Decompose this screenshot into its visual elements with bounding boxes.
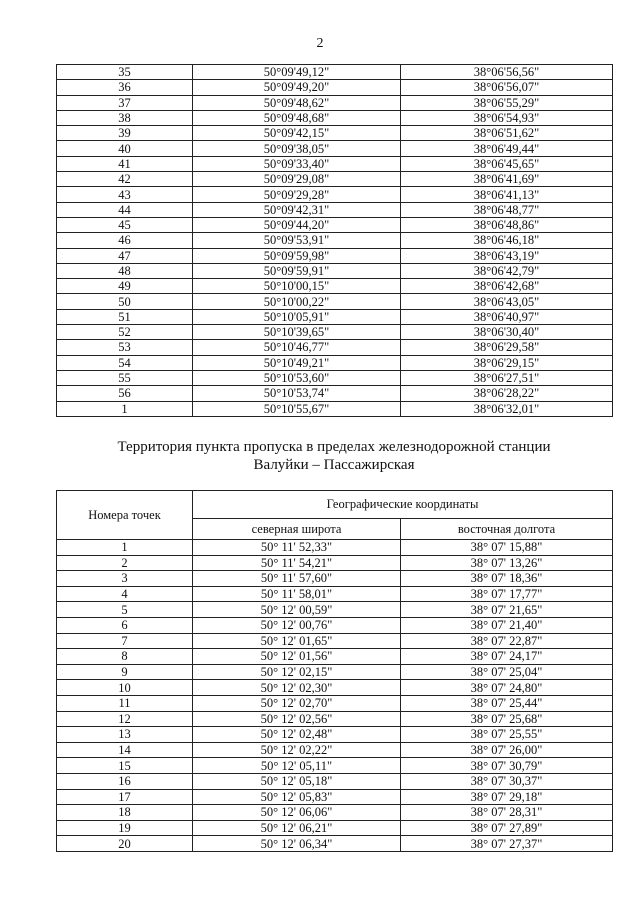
- latitude-cell: 50° 12' 02,70": [193, 695, 401, 711]
- point-number-cell: 40: [57, 141, 193, 156]
- point-number-cell: 17: [57, 789, 193, 805]
- longitude-cell: 38°06'28,22": [401, 386, 613, 401]
- table-row: [57, 789, 613, 805]
- point-number-cell: 36: [57, 80, 193, 95]
- point-number-cell: 15: [57, 758, 193, 774]
- longitude-cell: 38°06'29,15": [401, 355, 613, 370]
- latitude-cell: 50°09'59,91": [193, 263, 401, 278]
- longitude-cell: 38° 07' 27,89": [401, 820, 613, 836]
- latitude-cell: 50°09'48,62": [193, 95, 401, 110]
- point-number-cell: 53: [57, 340, 193, 355]
- latitude-cell: 50°09'44,20": [193, 217, 401, 232]
- table-row: [57, 309, 613, 324]
- latitude-cell: 50° 12' 02,48": [193, 727, 401, 743]
- longitude-cell: 38°06'56,56": [401, 65, 613, 80]
- latitude-cell: 50° 12' 06,21": [193, 820, 401, 836]
- point-number-cell: 1: [57, 401, 193, 416]
- latitude-cell: 50° 11' 57,60": [193, 571, 401, 587]
- point-number-cell: 43: [57, 187, 193, 202]
- table-row: [57, 555, 613, 571]
- latitude-cell: 50° 12' 05,18": [193, 773, 401, 789]
- latitude-cell: 50° 12' 02,30": [193, 680, 401, 696]
- latitude-cell: 50°10'55,67": [193, 401, 401, 416]
- latitude-cell: 50° 12' 00,59": [193, 602, 401, 618]
- point-number-cell: 37: [57, 95, 193, 110]
- table-row: [57, 540, 613, 556]
- point-number-cell: 13: [57, 727, 193, 743]
- latitude-cell: 50°10'49,21": [193, 355, 401, 370]
- latitude-cell: 50°10'53,60": [193, 370, 401, 385]
- point-number-cell: 10: [57, 680, 193, 696]
- longitude-cell: 38°06'48,77": [401, 202, 613, 217]
- table-row: [57, 401, 613, 416]
- header-east: восточная долгота: [401, 518, 613, 539]
- header-north: северная широта: [193, 518, 401, 539]
- latitude-cell: 50°09'48,68": [193, 110, 401, 125]
- point-number-cell: 16: [57, 773, 193, 789]
- table-row: [57, 664, 613, 680]
- table-row: [57, 325, 613, 340]
- table-row: [57, 248, 613, 263]
- header-points: Номера точек: [57, 491, 193, 540]
- table-row: [57, 80, 613, 95]
- latitude-cell: 50°09'42,31": [193, 202, 401, 217]
- longitude-cell: 38° 07' 29,18": [401, 789, 613, 805]
- section-caption: [56, 438, 612, 474]
- longitude-cell: 38°06'32,01": [401, 401, 613, 416]
- table-row: [57, 95, 613, 110]
- point-number-cell: 9: [57, 664, 193, 680]
- table-row: [57, 65, 613, 80]
- latitude-cell: 50°09'42,15": [193, 126, 401, 141]
- longitude-cell: 38°06'41,13": [401, 187, 613, 202]
- point-number-cell: 35: [57, 65, 193, 80]
- latitude-cell: 50°09'38,05": [193, 141, 401, 156]
- table-row: [57, 141, 613, 156]
- latitude-cell: 50°09'59,98": [193, 248, 401, 263]
- table-row: [57, 370, 613, 385]
- table-row: [57, 820, 613, 836]
- longitude-cell: 38° 07' 21,65": [401, 602, 613, 618]
- latitude-cell: 50°09'49,12": [193, 65, 401, 80]
- table-row: [57, 110, 613, 125]
- longitude-cell: 38° 07' 15,88": [401, 540, 613, 556]
- longitude-cell: 38°06'46,18": [401, 233, 613, 248]
- point-number-cell: 3: [57, 571, 193, 587]
- longitude-cell: 38°06'51,62": [401, 126, 613, 141]
- longitude-cell: 38° 07' 25,55": [401, 727, 613, 743]
- longitude-cell: 38°06'45,65": [401, 156, 613, 171]
- longitude-cell: 38°06'40,97": [401, 309, 613, 324]
- longitude-cell: 38°06'41,69": [401, 172, 613, 187]
- latitude-cell: 50°09'33,40": [193, 156, 401, 171]
- latitude-cell: 50°09'29,08": [193, 172, 401, 187]
- longitude-cell: 38°06'54,93": [401, 110, 613, 125]
- point-number-cell: 7: [57, 633, 193, 649]
- table-row: [57, 649, 613, 665]
- table-row: [57, 172, 613, 187]
- latitude-cell: 50°10'00,22": [193, 294, 401, 309]
- latitude-cell: 50° 11' 54,21": [193, 555, 401, 571]
- longitude-cell: 38°06'48,86": [401, 217, 613, 232]
- table-row: [57, 602, 613, 618]
- point-number-cell: 20: [57, 836, 193, 852]
- latitude-cell: 50° 12' 02,56": [193, 711, 401, 727]
- table-row: [57, 773, 613, 789]
- point-number-cell: 14: [57, 742, 193, 758]
- longitude-cell: 38° 07' 25,04": [401, 664, 613, 680]
- point-number-cell: 8: [57, 649, 193, 665]
- point-number-cell: 38: [57, 110, 193, 125]
- point-number-cell: 42: [57, 172, 193, 187]
- latitude-cell: 50°09'29,28": [193, 187, 401, 202]
- point-number-cell: 11: [57, 695, 193, 711]
- longitude-cell: 38° 07' 13,26": [401, 555, 613, 571]
- latitude-cell: 50°10'53,74": [193, 386, 401, 401]
- point-number-cell: 54: [57, 355, 193, 370]
- latitude-cell: 50° 12' 02,15": [193, 664, 401, 680]
- longitude-cell: 38°06'56,07": [401, 80, 613, 95]
- table-row: [57, 571, 613, 587]
- longitude-cell: 38°06'43,19": [401, 248, 613, 263]
- latitude-cell: 50° 11' 58,01": [193, 586, 401, 602]
- table-row: [57, 711, 613, 727]
- point-number-cell: 52: [57, 325, 193, 340]
- point-number-cell: 49: [57, 279, 193, 294]
- point-number-cell: 47: [57, 248, 193, 263]
- table-row: [57, 680, 613, 696]
- longitude-cell: 38° 07' 17,77": [401, 586, 613, 602]
- point-number-cell: 6: [57, 617, 193, 633]
- longitude-cell: 38° 07' 22,87": [401, 633, 613, 649]
- point-number-cell: 1: [57, 540, 193, 556]
- table-row: [57, 633, 613, 649]
- longitude-cell: 38° 07' 21,40": [401, 617, 613, 633]
- point-number-cell: 44: [57, 202, 193, 217]
- header-geo: Географические координаты: [193, 491, 613, 519]
- longitude-cell: 38°06'42,68": [401, 279, 613, 294]
- longitude-cell: 38°06'43,05": [401, 294, 613, 309]
- latitude-cell: 50° 12' 06,06": [193, 805, 401, 821]
- point-number-cell: 50: [57, 294, 193, 309]
- longitude-cell: 38° 07' 18,36": [401, 571, 613, 587]
- point-number-cell: 55: [57, 370, 193, 385]
- table-row: [57, 187, 613, 202]
- table-row: [57, 758, 613, 774]
- longitude-cell: 38° 07' 30,37": [401, 773, 613, 789]
- latitude-cell: 50°10'46,77": [193, 340, 401, 355]
- table-row: [57, 294, 613, 309]
- point-number-cell: 2: [57, 555, 193, 571]
- table-row: [57, 617, 613, 633]
- latitude-cell: 50° 11' 52,33": [193, 540, 401, 556]
- longitude-cell: 38°06'49,44": [401, 141, 613, 156]
- longitude-cell: 38° 07' 24,17": [401, 649, 613, 665]
- point-number-cell: 56: [57, 386, 193, 401]
- table-row: [57, 386, 613, 401]
- latitude-cell: 50°10'05,91": [193, 309, 401, 324]
- latitude-cell: 50°10'00,15": [193, 279, 401, 294]
- page-number: 2: [316, 36, 324, 51]
- table-row: [57, 233, 613, 248]
- table-row: [57, 586, 613, 602]
- coordinates-table-continued: [56, 64, 613, 417]
- point-number-cell: 41: [57, 156, 193, 171]
- longitude-cell: 38° 07' 25,68": [401, 711, 613, 727]
- point-number-cell: 51: [57, 309, 193, 324]
- point-number-cell: 18: [57, 805, 193, 821]
- table-row: [57, 836, 613, 852]
- table-row: [57, 727, 613, 743]
- point-number-cell: 19: [57, 820, 193, 836]
- caption-line-2: Валуйки – Пассажирская: [253, 457, 415, 473]
- longitude-cell: 38°06'42,79": [401, 263, 613, 278]
- point-number-cell: 48: [57, 263, 193, 278]
- table-row: [57, 340, 613, 355]
- longitude-cell: 38° 07' 25,44": [401, 695, 613, 711]
- longitude-cell: 38°06'27,51": [401, 370, 613, 385]
- latitude-cell: 50° 12' 05,11": [193, 758, 401, 774]
- longitude-cell: 38°06'29,58": [401, 340, 613, 355]
- point-number-cell: 5: [57, 602, 193, 618]
- table-row: [57, 805, 613, 821]
- table-row: [57, 279, 613, 294]
- latitude-cell: 50° 12' 01,56": [193, 649, 401, 665]
- point-number-cell: 45: [57, 217, 193, 232]
- station-coordinates-table: [56, 490, 613, 852]
- latitude-cell: 50° 12' 05,83": [193, 789, 401, 805]
- latitude-cell: 50° 12' 00,76": [193, 617, 401, 633]
- point-number-cell: 39: [57, 126, 193, 141]
- longitude-cell: 38° 07' 26,00": [401, 742, 613, 758]
- latitude-cell: 50° 12' 01,65": [193, 633, 401, 649]
- header-row-1: [57, 491, 613, 519]
- table-row: [57, 695, 613, 711]
- longitude-cell: 38° 07' 27,37": [401, 836, 613, 852]
- point-number-cell: 4: [57, 586, 193, 602]
- longitude-cell: 38°06'30,40": [401, 325, 613, 340]
- table-row: [57, 742, 613, 758]
- latitude-cell: 50° 12' 02,22": [193, 742, 401, 758]
- table-row: [57, 202, 613, 217]
- table-row: [57, 156, 613, 171]
- latitude-cell: 50°10'39,65": [193, 325, 401, 340]
- latitude-cell: 50°09'49,20": [193, 80, 401, 95]
- longitude-cell: 38° 07' 28,31": [401, 805, 613, 821]
- longitude-cell: 38°06'55,29": [401, 95, 613, 110]
- table-row: [57, 217, 613, 232]
- point-number-cell: 12: [57, 711, 193, 727]
- point-number-cell: 46: [57, 233, 193, 248]
- table-row: [57, 263, 613, 278]
- longitude-cell: 38° 07' 30,79": [401, 758, 613, 774]
- caption-line-1: Территория пункта пропуска в пределах железнодорожной станции: [117, 439, 551, 455]
- table-row: [57, 126, 613, 141]
- table-row: [57, 355, 613, 370]
- latitude-cell: 50° 12' 06,34": [193, 836, 401, 852]
- longitude-cell: 38° 07' 24,80": [401, 680, 613, 696]
- latitude-cell: 50°09'53,91": [193, 233, 401, 248]
